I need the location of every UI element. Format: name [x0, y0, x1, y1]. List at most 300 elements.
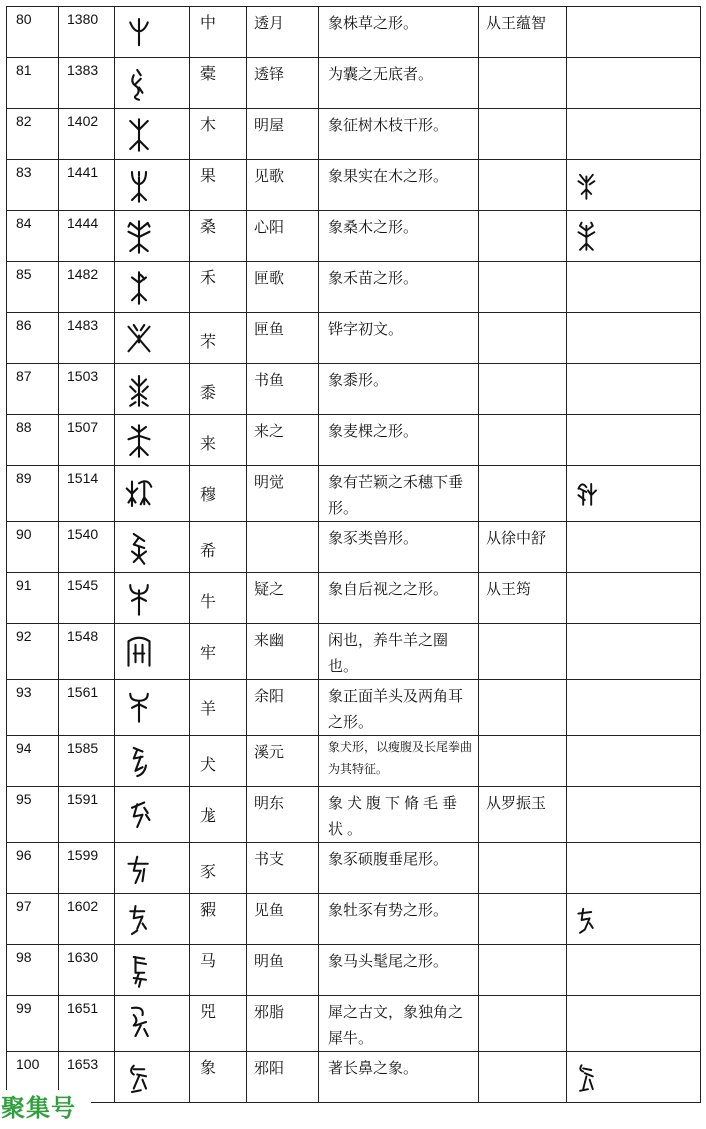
- oracle-bone-glyph-lai-icon: [125, 423, 153, 459]
- glyph-cell: [115, 894, 190, 945]
- character-cell: [190, 160, 247, 211]
- definition-text: 象果实在木之形。: [328, 167, 449, 185]
- oracle-bone-glyph-zhong-icon: [125, 15, 153, 51]
- table-row: [7, 58, 701, 109]
- code-cell: [59, 573, 115, 624]
- character-cell: [190, 787, 247, 843]
- definition-text: 象马头髦尾之形。: [328, 952, 449, 970]
- phonology-text: 书鱼: [254, 371, 285, 389]
- phonology-text: 来幽: [254, 631, 285, 649]
- definition-cell: [319, 843, 479, 894]
- code-cell: [59, 160, 115, 211]
- phonology-cell: [247, 262, 319, 313]
- entry-code: 1561: [67, 684, 99, 700]
- phonology-text: 明鱼: [254, 952, 285, 970]
- variant-glyph-cell: [567, 624, 701, 680]
- variant-glyph-cell: [567, 522, 701, 573]
- character-cell: [190, 624, 247, 680]
- table-row: [7, 843, 701, 894]
- definition-text: 象豕硕腹垂尾形。: [328, 850, 449, 868]
- source-note-text: [479, 415, 566, 418]
- character-cell: [190, 894, 247, 945]
- row-index: 97: [16, 898, 32, 914]
- glyph-cell: [115, 160, 190, 211]
- oracle-bone-glyph-sang-icon: [125, 219, 153, 255]
- modern-character: 芣: [200, 332, 217, 351]
- definition-cell: [319, 1052, 479, 1103]
- definition-text: 象犬腹下脩毛垂状。: [328, 794, 462, 838]
- oracle-bone-glyph-ma-icon: [125, 953, 153, 989]
- source-note-cell: [479, 7, 567, 58]
- row-index: 98: [16, 949, 32, 965]
- phonology-cell: [247, 573, 319, 624]
- modern-character: 豭: [200, 900, 217, 919]
- definition-text: 象豕类兽形。: [328, 529, 419, 547]
- code-cell: [59, 211, 115, 262]
- variant-glyph-cell: [567, 680, 701, 736]
- glyph-cell: [115, 466, 190, 522]
- oracle-bone-glyph-niu-icon: [125, 581, 153, 617]
- source-note-text: [479, 945, 566, 948]
- code-cell: [59, 996, 115, 1052]
- entry-code: 1540: [67, 526, 99, 542]
- oracle-bone-glyph-he-icon: [125, 270, 153, 306]
- character-cell: [190, 262, 247, 313]
- phonology-text: 邪脂: [254, 1003, 285, 1021]
- glyph-cell: [115, 843, 190, 894]
- index-cell: [7, 466, 59, 522]
- glyph-cell: [115, 262, 190, 313]
- table-row: [7, 787, 701, 843]
- variant-glyph-cell: [567, 7, 701, 58]
- index-cell: [7, 58, 59, 109]
- table-row: [7, 313, 701, 364]
- entry-code: 1545: [67, 577, 99, 593]
- modern-character: 尨: [200, 806, 217, 825]
- definition-text: 象株草之形。: [328, 14, 419, 32]
- entry-code: 1503: [67, 368, 99, 384]
- table-row: [7, 160, 701, 211]
- index-cell: [7, 894, 59, 945]
- definition-cell: [319, 736, 479, 787]
- source-note-text: [479, 736, 566, 739]
- variant-glyph-cell: [567, 211, 701, 262]
- glyph-cell: [115, 945, 190, 996]
- table-row: [7, 364, 701, 415]
- source-note-text: 从罗振玉: [486, 794, 547, 812]
- variant-glyph-cell: [567, 58, 701, 109]
- row-index: 91: [16, 577, 32, 593]
- index-cell: [7, 160, 59, 211]
- source-note-text: [479, 364, 566, 367]
- entry-code: 1383: [67, 62, 99, 78]
- source-note-cell: [479, 624, 567, 680]
- phonology-cell: [247, 109, 319, 160]
- oracle-bone-glyph-xiang-icon: [125, 1060, 153, 1096]
- source-note-text: 从王筠: [486, 580, 532, 598]
- definition-text: 闲也，养牛羊之圈也。: [328, 631, 449, 675]
- row-index: 90: [16, 526, 32, 542]
- table-row: [7, 996, 701, 1052]
- source-note-text: [479, 211, 566, 214]
- entry-code: 1653: [67, 1056, 99, 1072]
- source-note-text: 从徐中舒: [486, 529, 547, 547]
- phonology-cell: [247, 945, 319, 996]
- entry-code: 1441: [67, 164, 99, 180]
- source-note-cell: [479, 160, 567, 211]
- index-cell: [7, 313, 59, 364]
- code-cell: [59, 680, 115, 736]
- phonology-cell: [247, 736, 319, 787]
- code-cell: [59, 787, 115, 843]
- oracle-bone-variant-mu2-icon: [575, 476, 601, 508]
- table-row: [7, 211, 701, 262]
- source-note-text: [479, 843, 566, 846]
- table-body: [7, 7, 701, 1103]
- oracle-bone-variant-xiang-icon: [575, 1062, 601, 1094]
- entry-code: 1630: [67, 949, 99, 965]
- character-cell: [190, 736, 247, 787]
- entry-code: 1591: [67, 791, 99, 807]
- source-note-cell: [479, 894, 567, 945]
- modern-character: 黍: [200, 383, 217, 402]
- glyph-cell: [115, 1052, 190, 1103]
- entry-code: 1602: [67, 898, 99, 914]
- modern-character: 桑: [200, 217, 217, 236]
- phonology-text: 匣歌: [254, 269, 285, 287]
- variant-glyph-cell: [567, 313, 701, 364]
- code-cell: [59, 7, 115, 58]
- character-cell: [190, 680, 247, 736]
- oracle-bone-glyph-xi-icon: [125, 530, 153, 566]
- definition-cell: [319, 573, 479, 624]
- oracle-bone-character-table: [6, 6, 701, 1103]
- modern-character: 马: [200, 951, 217, 970]
- phonology-text: 匣鱼: [254, 320, 285, 338]
- definition-cell: [319, 7, 479, 58]
- oracle-bone-glyph-lao-icon: [125, 632, 153, 668]
- source-note-cell: [479, 945, 567, 996]
- source-note-cell: [479, 109, 567, 160]
- phonology-text: 余阳: [254, 687, 285, 705]
- variant-glyph-cell: [567, 364, 701, 415]
- variant-glyph-cell: [567, 109, 701, 160]
- code-cell: [59, 109, 115, 160]
- table-row: [7, 680, 701, 736]
- row-index: 84: [16, 215, 32, 231]
- definition-text: 象牡豕有势之形。: [328, 901, 449, 919]
- table-row: [7, 522, 701, 573]
- variant-glyph-cell: [567, 573, 701, 624]
- oracle-bone-glyph-mu2-icon: [125, 474, 153, 510]
- definition-text: 象黍形。: [328, 371, 389, 389]
- phonology-text: 心阳: [254, 218, 285, 236]
- glyph-cell: [115, 522, 190, 573]
- watermark-logo: 聚集号: [0, 1090, 91, 1126]
- phonology-cell: [247, 211, 319, 262]
- character-cell: [190, 7, 247, 58]
- index-cell: [7, 262, 59, 313]
- modern-character: 禾: [200, 268, 217, 287]
- source-note-cell: [479, 736, 567, 787]
- definition-text: 象征树木枝干形。: [328, 116, 449, 134]
- table-row: [7, 736, 701, 787]
- phonology-cell: [247, 7, 319, 58]
- code-cell: [59, 624, 115, 680]
- source-note-cell: [479, 211, 567, 262]
- source-note-text: [479, 262, 566, 265]
- glyph-cell: [115, 109, 190, 160]
- code-cell: [59, 843, 115, 894]
- phonology-cell: [247, 160, 319, 211]
- phonology-cell: [247, 843, 319, 894]
- phonology-cell: [247, 58, 319, 109]
- source-note-cell: [479, 573, 567, 624]
- variant-glyph-cell: [567, 787, 701, 843]
- code-cell: [59, 262, 115, 313]
- row-index: 81: [16, 62, 32, 78]
- character-cell: [190, 415, 247, 466]
- phonology-cell: [247, 522, 319, 573]
- definition-text: 象桑木之形。: [328, 218, 419, 236]
- index-cell: [7, 624, 59, 680]
- modern-character: 兕: [200, 1002, 217, 1021]
- source-note-text: [479, 58, 566, 61]
- source-note-cell: [479, 364, 567, 415]
- phonology-cell: [247, 415, 319, 466]
- source-note-text: [479, 160, 566, 163]
- source-note-text: [479, 624, 566, 627]
- variant-glyph-cell: [567, 262, 701, 313]
- phonology-text: 明屋: [254, 116, 285, 134]
- index-cell: [7, 787, 59, 843]
- variant-glyph-cell: [567, 945, 701, 996]
- table-row: [7, 109, 701, 160]
- oracle-bone-glyph-biao-icon: [125, 795, 153, 831]
- source-note-cell: [479, 58, 567, 109]
- character-cell: [190, 1052, 247, 1103]
- source-note-cell: [479, 680, 567, 736]
- oracle-bone-glyph-yang-icon: [125, 688, 153, 724]
- glyph-cell: [115, 996, 190, 1052]
- modern-character: 牢: [200, 643, 217, 662]
- glyph-cell: [115, 787, 190, 843]
- phonology-cell: [247, 680, 319, 736]
- index-cell: [7, 522, 59, 573]
- modern-character: 穆: [200, 485, 217, 504]
- row-index: 80: [16, 11, 32, 27]
- source-note-cell: [479, 522, 567, 573]
- row-index: 92: [16, 628, 32, 644]
- table-row: [7, 415, 701, 466]
- oracle-bone-glyph-shu-icon: [125, 372, 153, 408]
- variant-glyph-cell: [567, 996, 701, 1052]
- source-note-cell: [479, 262, 567, 313]
- index-cell: [7, 211, 59, 262]
- glyph-cell: [115, 211, 190, 262]
- definition-cell: [319, 364, 479, 415]
- oracle-bone-glyph-ya-icon: [125, 321, 153, 357]
- index-cell: [7, 736, 59, 787]
- definition-cell: [319, 466, 479, 522]
- phonology-cell: [247, 466, 319, 522]
- character-cell: [190, 109, 247, 160]
- table-row: [7, 573, 701, 624]
- oracle-bone-glyph-mu-icon: [125, 117, 153, 153]
- glyph-cell: [115, 736, 190, 787]
- variant-glyph-cell: [567, 894, 701, 945]
- definition-cell: [319, 624, 479, 680]
- oracle-bone-glyph-tuo-icon: [125, 66, 153, 102]
- phonology-cell: [247, 364, 319, 415]
- definition-text: 象麦棵之形。: [328, 422, 419, 440]
- source-note-text: [479, 1052, 566, 1055]
- glyph-cell: [115, 680, 190, 736]
- glyph-cell: [115, 624, 190, 680]
- definition-cell: [319, 787, 479, 843]
- phonology-cell: [247, 996, 319, 1052]
- glyph-cell: [115, 313, 190, 364]
- phonology-text: 明东: [254, 794, 285, 812]
- index-cell: [7, 680, 59, 736]
- phonology-cell: [247, 624, 319, 680]
- oracle-bone-variant-jia-icon: [575, 904, 601, 936]
- modern-character: 羊: [200, 699, 217, 718]
- definition-cell: [319, 160, 479, 211]
- oracle-bone-glyph-jia-icon: [125, 902, 153, 938]
- row-index: 87: [16, 368, 32, 384]
- phonology-text: [247, 522, 318, 525]
- source-note-text: [479, 894, 566, 897]
- row-index: 86: [16, 317, 32, 333]
- definition-cell: [319, 522, 479, 573]
- source-note-text: [479, 313, 566, 316]
- code-cell: [59, 945, 115, 996]
- oracle-bone-glyph-quan-icon: [125, 744, 153, 780]
- table-row: [7, 945, 701, 996]
- glyph-cell: [115, 415, 190, 466]
- modern-character: 橐: [200, 64, 217, 83]
- entry-code: 1380: [67, 11, 99, 27]
- code-cell: [59, 415, 115, 466]
- definition-cell: [319, 58, 479, 109]
- table-row: [7, 466, 701, 522]
- oracle-bone-variant-guo-icon: [575, 170, 601, 202]
- character-cell: [190, 466, 247, 522]
- row-index: 82: [16, 113, 32, 129]
- variant-glyph-cell: [567, 466, 701, 522]
- oracle-bone-glyph-guo-icon: [125, 168, 153, 204]
- row-index: 83: [16, 164, 32, 180]
- variant-glyph-cell: [567, 843, 701, 894]
- definition-text: 象禾苗之形。: [328, 269, 419, 287]
- glyph-cell: [115, 573, 190, 624]
- entry-code: 1444: [67, 215, 99, 231]
- source-note-text: [479, 680, 566, 683]
- glyph-cell: [115, 58, 190, 109]
- definition-cell: [319, 894, 479, 945]
- entry-code: 1402: [67, 113, 99, 129]
- definition-text: 犀之古文，象独角之犀牛。: [328, 1003, 464, 1047]
- source-note-cell: [479, 313, 567, 364]
- variant-glyph-cell: [567, 415, 701, 466]
- phonology-cell: [247, 1052, 319, 1103]
- entry-code: 1507: [67, 419, 99, 435]
- index-cell: [7, 109, 59, 160]
- modern-character: 来: [200, 434, 217, 453]
- entry-code: 1599: [67, 847, 99, 863]
- row-index: 88: [16, 419, 32, 435]
- definition-text: 铧字初文。: [328, 320, 404, 338]
- index-cell: [7, 945, 59, 996]
- table-row: [7, 894, 701, 945]
- modern-character: 牛: [200, 592, 217, 611]
- phonology-cell: [247, 313, 319, 364]
- definition-cell: [319, 211, 479, 262]
- code-cell: [59, 313, 115, 364]
- definition-cell: [319, 680, 479, 736]
- variant-glyph-cell: [567, 736, 701, 787]
- phonology-text: 书支: [254, 850, 285, 868]
- row-index: 96: [16, 847, 32, 863]
- code-cell: [59, 364, 115, 415]
- row-index: 85: [16, 266, 32, 282]
- modern-character: 果: [200, 166, 217, 185]
- character-cell: [190, 313, 247, 364]
- definition-cell: [319, 996, 479, 1052]
- character-cell: [190, 573, 247, 624]
- character-cell: [190, 211, 247, 262]
- modern-character: 豕: [200, 862, 217, 881]
- glyph-cell: [115, 7, 190, 58]
- variant-glyph-cell: [567, 1052, 701, 1103]
- definition-cell: [319, 262, 479, 313]
- code-cell: [59, 894, 115, 945]
- oracle-bone-variant-sang-icon: [575, 221, 601, 253]
- phonology-cell: [247, 894, 319, 945]
- phonology-text: 见鱼: [254, 901, 285, 919]
- table-row: [7, 1052, 701, 1103]
- definition-text: 象犬形，以瘦腹及长尾拳曲为其特征。: [328, 740, 473, 776]
- source-note-text: [479, 996, 566, 999]
- definition-cell: [319, 313, 479, 364]
- source-note-cell: [479, 466, 567, 522]
- modern-character: 木: [200, 115, 217, 134]
- index-cell: [7, 573, 59, 624]
- character-cell: [190, 843, 247, 894]
- code-cell: [59, 58, 115, 109]
- table-row: [7, 624, 701, 680]
- modern-character: 中: [200, 13, 217, 32]
- entry-code: 1514: [67, 470, 99, 486]
- modern-character: 犬: [200, 755, 217, 774]
- source-note-cell: [479, 843, 567, 894]
- code-cell: [59, 522, 115, 573]
- row-index: 89: [16, 470, 32, 486]
- source-note-cell: [479, 1052, 567, 1103]
- phonology-text: 来之: [254, 422, 285, 440]
- entry-code: 1651: [67, 1000, 99, 1016]
- table-row: [7, 262, 701, 313]
- modern-character: 象: [200, 1058, 217, 1077]
- phonology-text: 见歌: [254, 167, 285, 185]
- character-cell: [190, 996, 247, 1052]
- glyph-cell: [115, 364, 190, 415]
- code-cell: [59, 736, 115, 787]
- modern-character: 希: [200, 541, 217, 560]
- entry-code: 1482: [67, 266, 99, 282]
- phonology-text: 透铎: [254, 65, 285, 83]
